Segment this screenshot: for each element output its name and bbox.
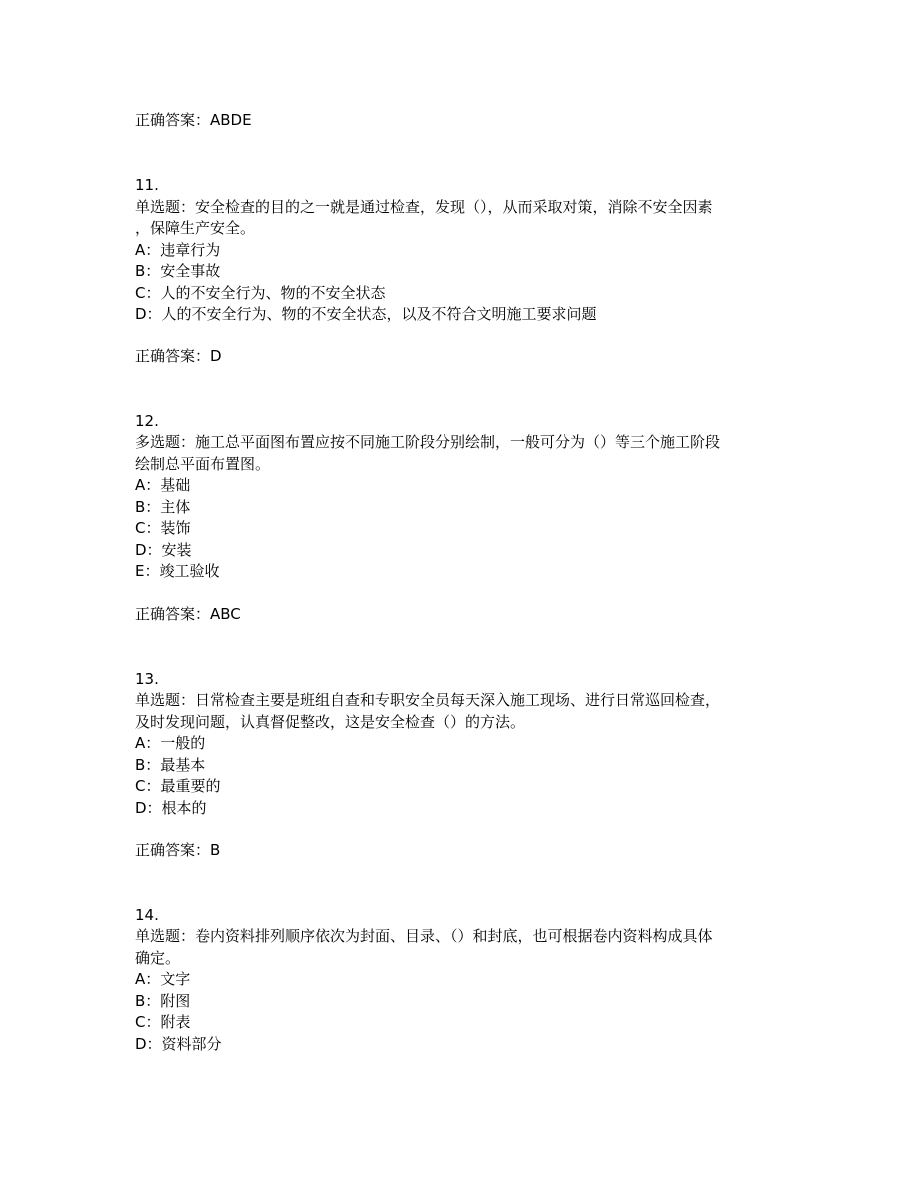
q12-stem-line2: 绘制总平面布置图。 (135, 455, 271, 473)
q11-option-b: B：安全事故 (135, 262, 221, 280)
q12-option-c: C：装饰 (135, 519, 191, 537)
q14-stem-line1: 单选题：卷内资料排列顺序依次为封面、目录、（）和封底，也可根据卷内资料构成具体 (135, 927, 713, 945)
q11-stem-line2: ，保障生产安全。 (135, 219, 256, 237)
q13-stem-line2: 及时发现问题，认真督促整改，这是安全检查（）的方法。 (135, 713, 526, 731)
q14-option-b: B：附图 (135, 992, 191, 1010)
q12-option-a: A：基础 (135, 476, 191, 494)
q13-answer: 正确答案：B (135, 841, 221, 859)
q13-stem-line1: 单选题：日常检查主要是班组自查和专职安全员每天深入施工现场、进行日常巡回检查， (135, 691, 721, 709)
q12-option-d: D：安装 (135, 541, 192, 559)
q13-option-a: A：一般的 (135, 734, 206, 752)
q11-option-c: C：人的不安全行为、物的不安全状态 (135, 284, 386, 302)
q11-stem-line1: 单选题：安全检查的目的之一就是通过检查，发现（），从而采取对策，消除不安全因素 (135, 198, 713, 216)
q13-number: 13. (135, 670, 159, 688)
q14-option-d: D：资料部分 (135, 1035, 222, 1053)
q13-option-b: B：最基本 (135, 756, 206, 774)
q11-option-d: D：人的不安全行为、物的不安全状态，以及不符合文明施工要求问题 (135, 305, 597, 323)
q11-answer: 正确答案：D (135, 347, 222, 365)
q12-option-e: E：竣工验收 (135, 562, 220, 580)
q14-number: 14. (135, 906, 159, 924)
q12-answer: 正确答案：ABC (135, 605, 241, 623)
q11-number: 11. (135, 176, 159, 194)
q11-option-a: A：违章行为 (135, 241, 221, 259)
q12-option-b: B：主体 (135, 498, 191, 516)
q13-option-c: C：最重要的 (135, 777, 221, 795)
q14-stem-line2: 确定。 (135, 949, 181, 967)
q14-option-c: C：附表 (135, 1013, 191, 1031)
q10-answer: 正确答案：ABDE (135, 111, 252, 129)
q12-stem-line1: 多选题：施工总平面图布置应按不同施工阶段分别绘制，一般可分为（）等三个施工阶段 (135, 433, 721, 451)
q12-number: 12. (135, 412, 159, 430)
q14-option-a: A：文字 (135, 970, 191, 988)
q13-option-d: D：根本的 (135, 799, 207, 817)
